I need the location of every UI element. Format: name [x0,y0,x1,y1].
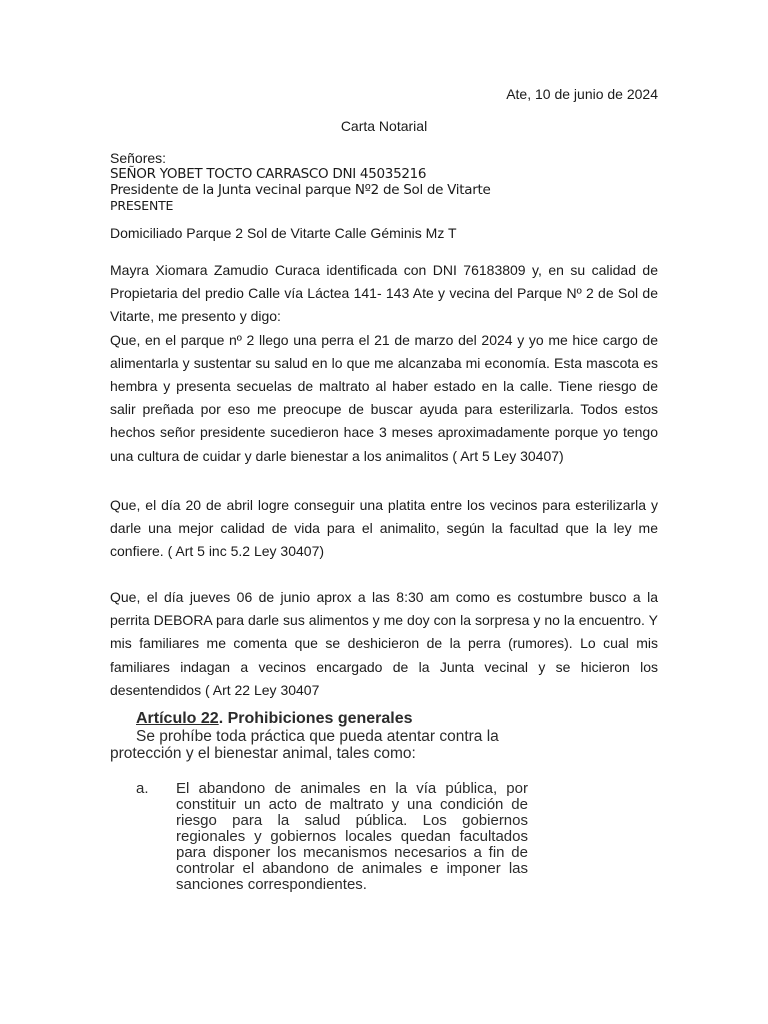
excerpt-intro [110,728,540,762]
law-excerpt-image [110,710,540,893]
intro-paragraph: Mayra Xiomara Zamudio Curaca identificada con DNI 76183809 y, en su calidad de Propietaria del predio Calle vía Láctea 141- 143 Ate y vecina del Parque Nº 2 de Sol de Vitarte, me presento y digo: [110,262,658,325]
excerpt-list-item [110,781,540,893]
excerpt-heading [136,710,540,728]
paragraph-2: Que, el día 20 de abril logre conseguir una platita entre los vecinos para esterilizarla y darle una mejor calidad de vida para el animalito, según la facultad que la ley me confiere. ( Art 5 inc 5.2 Ley 30407) [110,497,658,560]
excerpt-article-number: Artículo 22 [136,710,219,727]
excerpt-heading-title: . Prohibiciones generales [218,710,413,727]
excerpt-intro-line2: protección y el bienestar animal, tales como: [110,745,416,762]
salutation: Señores: [110,150,167,166]
recipient-name: SEÑOR YOBET TOCTO CARRASCO DNI 45035216 [110,166,427,182]
letter-date: Ate, 10 de junio de 2024 [506,86,658,102]
letter-body-intro [110,259,658,468]
paragraph-3: Que, el día jueves 06 de junio aprox a las 8:30 am como es costumbre busco a la perrita DEBORA para darle sus alimentos y me doy con la sorpresa y no la encuentro. Y mis familiares me comenta que se deshicieron de la perra (rumores). Lo cual mis familiares indagan a vecinos encargado de la Junta vecinal y se hicieron los desentendidos ( Art 22 Ley 30407 [110,589,658,698]
paragraph-1: Que, en el parque nº 2 llego una perra el 21 de marzo del 2024 y yo me hice cargo de alimentarla y sustentar su salud en lo que me alcanzaba mi economía. Esta mascota es hembra y presenta secuelas de maltrato al haber estado en la calle. Tiene riesgo de salir preñada por eso me preocupe de buscar ayuda para esterilizarla. Todos estos hechos señor presidente sucedieron hace 3 meses aproximadamente porque yo tengo una cultura de cuidar y darle bienestar a los animalitos ( Art 5 Ley 30407) [110,331,658,464]
recipient-role: Presidente de la Junta vecinal parque Nº2 de Sol de Vitarte [110,182,491,198]
excerpt-intro-line1: Se prohíbe toda práctica que pueda atentar contra la [136,728,499,745]
recipient-presente: PRESENTE [110,198,174,213]
recipient-address: Domiciliado Parque 2 Sol de Vitarte Calle Géminis Mz T [110,225,457,241]
excerpt-item-text: El abandono de animales en la vía pública, por constituir un acto de maltrato y una condición de riesgo para la salud pública. Los gobiernos regionales y gobiernos locales quedan facultados para disponer los mecanismos necesarios a fin de controlar el abandono de animales e imponer las sanciones correspondientes. [176,780,528,893]
recipient-block [110,150,490,214]
letter-title: Carta Notarial [340,118,428,134]
excerpt-item-marker: a. [136,780,149,797]
